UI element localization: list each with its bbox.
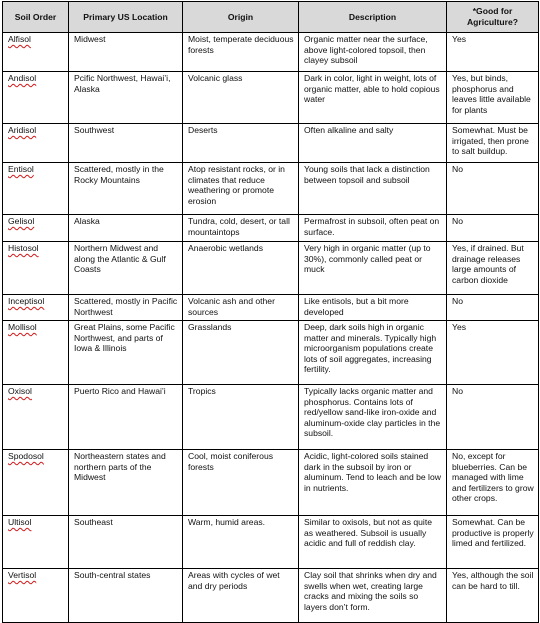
agriculture-cell: Somewhat. Can be productive is properly limed and fertilized. bbox=[447, 516, 539, 569]
soil-orders-table bbox=[2, 1, 539, 623]
description-cell: Young soils that lack a distinction between topsoil and subsoil bbox=[299, 163, 447, 215]
header-location: Primary US Location bbox=[69, 2, 183, 33]
description-cell: Deep, dark soils high in organic matter and minerals. Typically high microorganism populations create lots of soil aggregates, increasing fertility. bbox=[299, 321, 447, 385]
origin-cell: Volcanic ash and other sources bbox=[183, 295, 299, 321]
description-cell: Often alkaline and salty bbox=[299, 124, 447, 163]
header-agriculture: *Good for Agriculture? bbox=[447, 2, 539, 33]
header-origin: Origin bbox=[183, 2, 299, 33]
soil-order-name: Mollisol bbox=[8, 322, 37, 332]
soil-order-cell bbox=[3, 295, 69, 321]
description-cell: Clay soil that shrinks when dry and swells when wet, creating large cracks and mixing the soils so layers don’t form. bbox=[299, 569, 447, 623]
soil-order-name: Spodosol bbox=[8, 451, 44, 461]
agriculture-cell: Yes bbox=[447, 321, 539, 385]
description-cell: Similar to oxisols, but not as quite as weathered. Subsoil is usually acidic and full of reddish clay. bbox=[299, 516, 447, 569]
agriculture-cell: Yes, if drained. But drainage releases large amounts of carbon dioxide bbox=[447, 242, 539, 295]
header-row bbox=[3, 2, 539, 33]
soil-order-name: Ultisol bbox=[8, 517, 32, 527]
origin-cell: Tundra, cold, desert, or tall mountaintops bbox=[183, 215, 299, 242]
soil-order-name: Oxisol bbox=[8, 386, 32, 396]
soil-order-name: Vertisol bbox=[8, 570, 37, 580]
soil-order-cell bbox=[3, 72, 69, 124]
description-cell: Like entisols, but a bit more developed bbox=[299, 295, 447, 321]
description-cell: Acidic, light-colored soils stained dark in the subsoil by iron or aluminum. Tend to leach and be low in nutrients. bbox=[299, 450, 447, 516]
agriculture-cell: No bbox=[447, 295, 539, 321]
table-row bbox=[3, 385, 539, 450]
location-cell: South-central states bbox=[69, 569, 183, 623]
description-cell: Organic matter near the surface, above light-colored topsoil, then clayey subsoil bbox=[299, 33, 447, 72]
origin-cell: Tropics bbox=[183, 385, 299, 450]
table-row bbox=[3, 33, 539, 72]
origin-cell: Grasslands bbox=[183, 321, 299, 385]
description-cell: Very high in organic matter (up to 30%), commonly called peat or muck bbox=[299, 242, 447, 295]
agriculture-cell: Yes bbox=[447, 33, 539, 72]
soil-order-cell bbox=[3, 163, 69, 215]
origin-cell: Atop resistant rocks, or in climates that reduce weathering or promote erosion bbox=[183, 163, 299, 215]
agriculture-cell: Yes, but binds, phosphorus and leaves little available for plants bbox=[447, 72, 539, 124]
soil-order-name: Aridisol bbox=[8, 125, 37, 135]
location-cell: Pcific Northwest, Hawai’i, Alaska bbox=[69, 72, 183, 124]
table-row bbox=[3, 215, 539, 242]
location-cell: Puerto Rico and Hawai’i bbox=[69, 385, 183, 450]
soil-order-name: Histosol bbox=[8, 243, 39, 253]
description-cell: Permafrost in subsoil, often peat on surface. bbox=[299, 215, 447, 242]
soil-order-name: Entisol bbox=[8, 164, 34, 174]
location-cell: Scattered, mostly in Pacific Northwest bbox=[69, 295, 183, 321]
description-cell: Typically lacks organic matter and phosphorus. Contains lots of red/yellow sand-like iron-oxide and aluminum-oxide clay particles in the subsoil. bbox=[299, 385, 447, 450]
agriculture-cell: Yes, although the soil can be hard to till. bbox=[447, 569, 539, 623]
location-cell: Northern Midwest and along the Atlantic & Gulf Coasts bbox=[69, 242, 183, 295]
agriculture-cell: No, except for blueberries. Can be managed with lime and fertilizers to grow other crops. bbox=[447, 450, 539, 516]
agriculture-cell: No bbox=[447, 385, 539, 450]
soil-order-cell bbox=[3, 124, 69, 163]
header-description: Description bbox=[299, 2, 447, 33]
table-row bbox=[3, 124, 539, 163]
soil-order-name: Alfisol bbox=[8, 34, 31, 44]
soil-order-cell bbox=[3, 242, 69, 295]
table-row bbox=[3, 569, 539, 623]
origin-cell: Volcanic glass bbox=[183, 72, 299, 124]
soil-order-cell bbox=[3, 516, 69, 569]
soil-order-cell bbox=[3, 569, 69, 623]
soil-order-cell bbox=[3, 385, 69, 450]
location-cell: Northeastern states and northern parts of the Midwest bbox=[69, 450, 183, 516]
origin-cell: Cool, moist coniferous forests bbox=[183, 450, 299, 516]
table-row bbox=[3, 242, 539, 295]
soil-order-name: Andisol bbox=[8, 73, 37, 83]
origin-cell: Anaerobic wetlands bbox=[183, 242, 299, 295]
agriculture-cell: No bbox=[447, 163, 539, 215]
origin-cell: Deserts bbox=[183, 124, 299, 163]
location-cell: Southwest bbox=[69, 124, 183, 163]
agriculture-cell: No bbox=[447, 215, 539, 242]
location-cell: Scattered, mostly in the Rocky Mountains bbox=[69, 163, 183, 215]
origin-cell: Moist, temperate deciduous forests bbox=[183, 33, 299, 72]
soil-order-cell bbox=[3, 450, 69, 516]
table-row bbox=[3, 295, 539, 321]
location-cell: Southeast bbox=[69, 516, 183, 569]
table-row bbox=[3, 163, 539, 215]
location-cell: Alaska bbox=[69, 215, 183, 242]
location-cell: Midwest bbox=[69, 33, 183, 72]
table-row bbox=[3, 72, 539, 124]
soil-order-cell bbox=[3, 215, 69, 242]
table-row bbox=[3, 321, 539, 385]
table-row bbox=[3, 450, 539, 516]
soil-order-cell bbox=[3, 33, 69, 72]
soil-order-name: Gelisol bbox=[8, 216, 35, 226]
header-soil-order: Soil Order bbox=[3, 2, 69, 33]
location-cell: Great Plains, some Pacific Northwest, and parts of Iowa & Illinois bbox=[69, 321, 183, 385]
origin-cell: Warm, humid areas. bbox=[183, 516, 299, 569]
soil-order-name: Inceptisol bbox=[8, 296, 45, 306]
table-row bbox=[3, 516, 539, 569]
soil-order-cell bbox=[3, 321, 69, 385]
origin-cell: Areas with cycles of wet and dry periods bbox=[183, 569, 299, 623]
agriculture-cell: Somewhat. Must be irrigated, then prone to salt buildup. bbox=[447, 124, 539, 163]
description-cell: Dark in color, light in weight, lots of organic matter, able to hold copious water bbox=[299, 72, 447, 124]
